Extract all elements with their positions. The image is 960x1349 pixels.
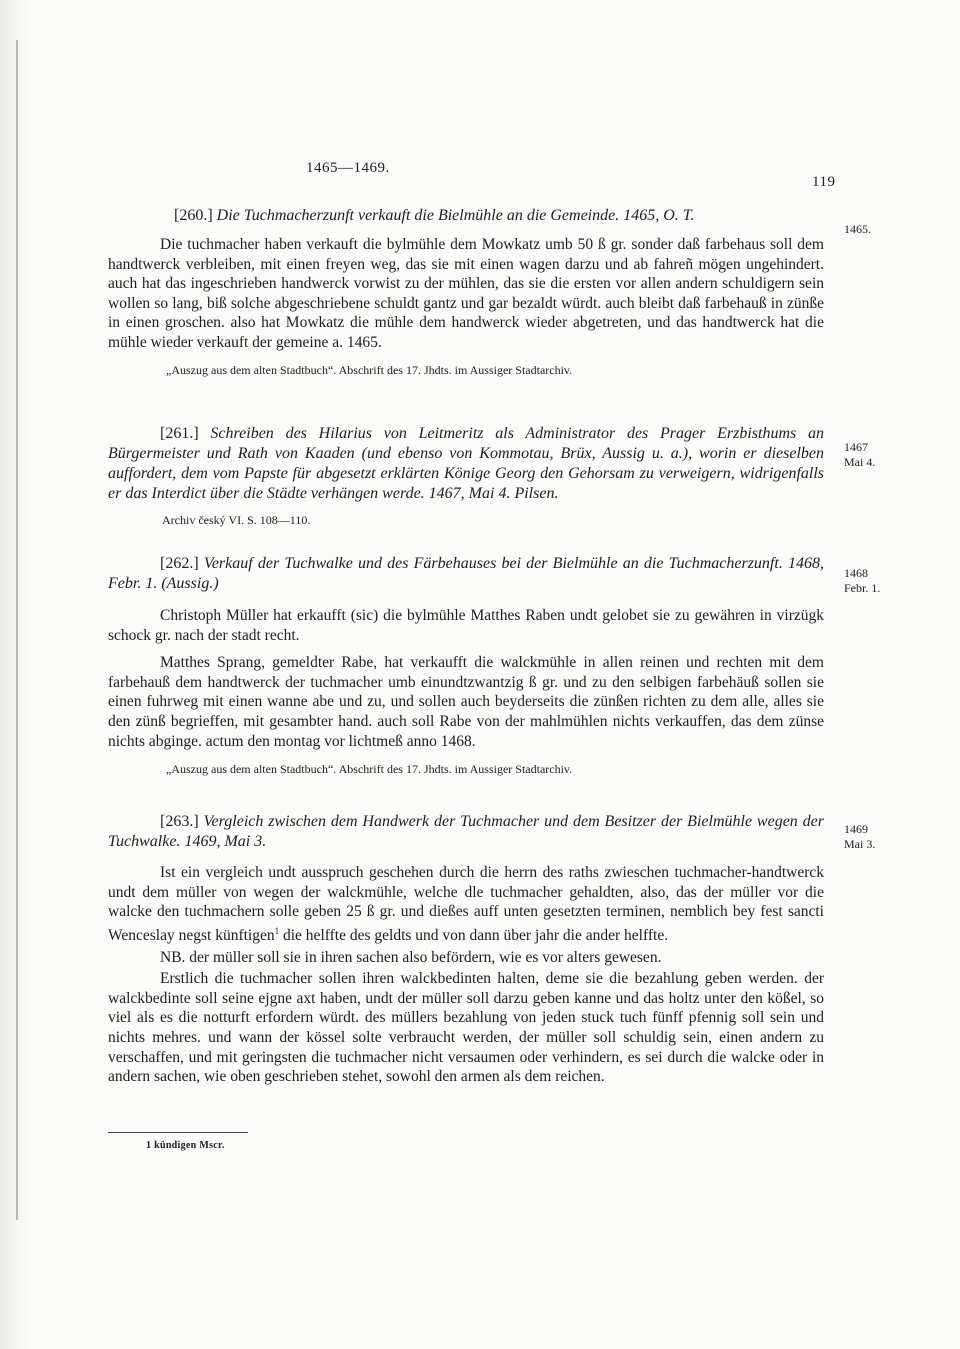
margin-date-line: 1469	[844, 822, 868, 836]
margin-date-262	[844, 566, 924, 596]
entry-title	[108, 812, 824, 852]
margin-date-line: Febr. 1.	[844, 581, 881, 595]
entry-body: Die tuchmacher haben verkauft die bylmühle dem Mowkatz umb 50 ß gr. sonder daß farbehaus soll dem handtwerck verbleiben, mit einen freyen weg, das sie mit einen wagen darzu und ab fahreñ mögen ungehindert. auch hat das ingeschrieben handwerck vorwist zu der mühlen, das sie die ersten vor allen andern schuldigern sein wollen so lang, biß solche abgeschriebene schuldt gantz und gar bezaldt würdt. auch bleibt daß farbehauß in zünße in einen groschen. also hat Mowkatz die mühle dem handwerck wieder abgetreten, und das handtwerck hat die mühle wieder verkauft der gemeine a. 1465.	[108, 236, 824, 351]
margin-date-line: 1468	[844, 566, 868, 580]
entry-title	[108, 206, 824, 226]
entry-260	[108, 206, 824, 378]
entry-paragraph: NB. der müller soll sie in ihren sachen also befördern, wie es vor alters gewesen.	[160, 948, 662, 966]
entry-261	[108, 424, 824, 528]
entry-262	[108, 554, 824, 777]
entry-title	[108, 554, 824, 594]
entry-number: [261.]	[160, 425, 199, 442]
entry-paragraph: Matthes Sprang, gemeldter Rabe, hat verkaufft die walckmühle in allen reinen und rechten mit dem farbehauß dem handtwerck der tuchmacher umb einundtzwantzig ß gr. und zu den selbigen farbehäuß sollen sie einen fuhrweg mit einen wanne abe und zu, und sollen auch beyderseits die zünßen richten zu dem alle, alles sie den zünß begrieffen, mit gesambter hand. auch soll Rabe von der mahlmühlen nichts verkauffen, das dem zünse nichts abginge. actum den montag vor lichtmeß anno 1468.	[108, 654, 824, 750]
margin-date-260	[844, 222, 924, 237]
entry-paragraph: Christoph Müller hat erkaufft (sic) die bylmühle Matthes Raben undt gelobet sie zu gewähren in virzügk schock gr. nach der stadt recht.	[108, 607, 824, 644]
footnote-divider	[108, 1132, 248, 1133]
margin-date-line: 1467	[844, 440, 868, 454]
entry-paragraph	[108, 863, 824, 946]
entry-title	[108, 424, 824, 504]
year-range: 1465—1469.	[306, 160, 390, 176]
entry-title-text: Verkauf der Tuchwalke und des Färbehauses bei der Bielmühle an die Tuchmacherzunft. 1468, Febr. 1. (Aussig.)	[108, 555, 824, 592]
margin-date-263	[844, 822, 924, 852]
entry-title-text: Die Tuchmacherzunft verkauft die Bielmühle an die Gemeinde. 1465, O. T.	[216, 207, 695, 224]
margin-date-261	[844, 440, 924, 470]
scan-edge	[0, 0, 30, 1349]
footnote-reference: 1	[274, 925, 280, 936]
margin-date-line: 1465.	[844, 222, 871, 236]
entry-paragraph: Erstlich die tuchmacher sollen ihren walckbedinten halten, deme sie die bezahlung geben werden. der walckbedinte soll seine ejgne axt haben, undt der müller soll darzu geben kanne und das holtz unter den kößel, so viel als es die notturft erfordern würdt. des müllers bezahlung von jeden stuck tuch fünff pfennig soll sein und nichts mehres. und wann der kössel solte verbraucht werden, der müller soll schuldig sein, einen andern zu verschaffen, und mit geringsten die tuchmacher nicht versaumen oder verhindern, es sei durch die walcke oder in andern sachen, wie oben geschrieben stehet, sowohl den armen als dem reichen.	[108, 970, 824, 1086]
entry-number: [262.]	[160, 555, 199, 572]
paragraph-text-continued: die helffte des geldts und von dann über jahr die ander helffte.	[279, 926, 669, 944]
footnote: 1 kündigen Mscr.	[146, 1140, 225, 1151]
entry-title-text: Schreiben des Hilarius von Leitmeritz als Administrator des Prager Erzbisthums an Bürgermeister und Rath von Kaaden (und ebenso von Kommotau, Brüx, Aussig u. a.), worin er dieselben auffordert, dem vom Papste für abgesetzt erklärten Könige Georg den Gehorsam zu verweigern, widrigenfalls er das Interdict über die Städte verhängen werde. 1467, Mai 4. Pilsen.	[108, 425, 825, 502]
entry-title-text: Vergleich zwischen dem Handwerk der Tuchmacher und dem Besitzer der Bielmühle wegen der Tuchwalke. 1469, Mai 3.	[108, 813, 825, 850]
margin-date-line: Mai 4.	[844, 455, 876, 469]
entry-source: „Auszug aus dem alten Stadtbuch“. Abschrift des 17. Jhdts. im Aussiger Stadtarchiv.	[166, 362, 573, 377]
entry-source: Archiv český VI. S. 108—110.	[162, 513, 311, 527]
margin-date-line: Mai 3.	[844, 837, 876, 851]
entry-number: [260.]	[174, 207, 213, 224]
entry-number: [263.]	[160, 813, 199, 830]
entry-263	[108, 812, 824, 1087]
entry-source: „Auszug aus dem alten Stadtbuch“. Abschrift des 17. Jhdts. im Aussiger Stadtarchiv.	[166, 762, 573, 777]
paragraph-text: Ist ein vergleich undt ausspruch geschehen durch die herrn des raths zwieschen tuchmacher-handtwerck undt dem müller von wegen der walckmühle, welche dle tuchmacher gehaldten, also, das der müller vor die walcke den tuchmachern solle geben 25 ß gr. und dießes auff unten gesetzten terminen, nemblich bey fest sancti Wenceslay negst künftigen	[108, 864, 824, 944]
scan-border-line	[16, 40, 18, 1220]
page-number: 119	[812, 174, 836, 190]
